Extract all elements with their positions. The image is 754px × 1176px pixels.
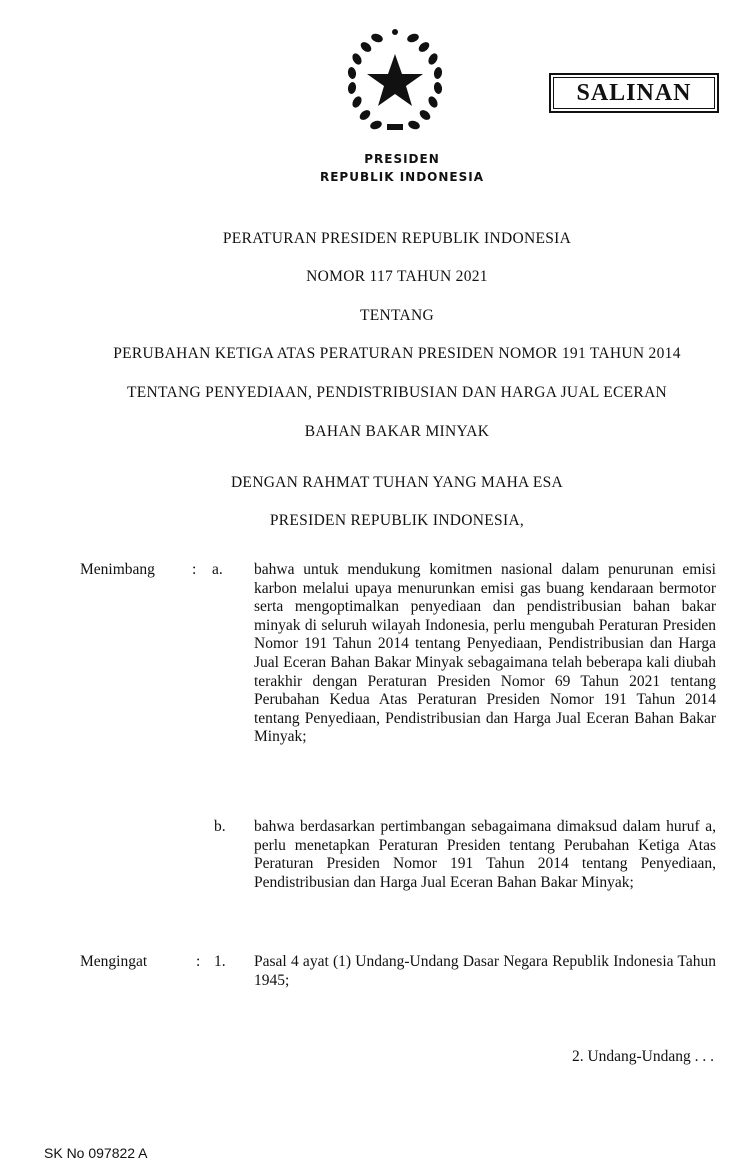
subject-line-3: BAHAN BAKAR MINYAK: [304, 423, 490, 440]
salinan-stamp: SALINAN: [549, 73, 719, 113]
menimbang-marker-b: b.: [214, 818, 226, 835]
menimbang-colon: :: [192, 561, 197, 578]
mengingat-marker-1: 1.: [214, 953, 226, 970]
serial-number: SK No 097822 A: [44, 1145, 148, 1161]
invocation: DENGAN RAHMAT TUHAN YANG MAHA ESA: [230, 474, 564, 491]
page-continuation: 2. Undang-Undang . . .: [571, 1048, 714, 1065]
garuda-emblem-icon: [343, 24, 447, 136]
menimbang-marker-a: a.: [212, 561, 223, 578]
menimbang-item-a: bahwa untuk mendukung komitmen nasional dalam penurunan emisi karbon melalui upaya menurunkan emisi gas buang kendaraan bermotor serta mengoptimalkan penyediaan dan pendistribusian bahan bakar minyak di seluruh wilayah Indonesia, perlu mengubah Peraturan Presiden Nomor 191 Tahun 2014 tentang Penyediaan, Pendistribusian dan Harga Jual Eceran Bahan Bakar Minyak sebagaimana telah beberapa kali diubah terakhir dengan Peraturan Presiden Nomor 69 Tahun 2021 tentang Perubahan Kedua Atas Peraturan Presiden Nomor 191 Tahun 2014 tentang Penyediaan, Pendistribusian dan Harga Jual Eceran Bahan Bakar Minyak;: [254, 561, 716, 746]
issuer-line-presiden: PRESIDEN: [364, 152, 440, 166]
tentang-heading: TENTANG: [359, 307, 435, 324]
menimbang-item-b: bahwa berdasarkan pertimbangan sebagaimana dimaksud dalam huruf a, perlu menetapkan Peraturan Presiden tentang Perubahan Ketiga Atas Peraturan Presiden Nomor 191 Tahun 2014 tentang Penyediaan, Pendistribusian dan Harga Jual Eceran Bahan Bakar Minyak;: [254, 818, 716, 891]
subject-line-1: PERUBAHAN KETIGA ATAS PERATURAN PRESIDEN NOMOR 191 TAHUN 2014: [113, 345, 681, 362]
document-number: NOMOR 117 TAHUN 2021: [306, 268, 488, 285]
mengingat-colon: :: [196, 953, 201, 970]
document-title: PERATURAN PRESIDEN REPUBLIK INDONESIA: [222, 230, 572, 247]
mengingat-item-1: Pasal 4 ayat (1) Undang-Undang Dasar Negara Republik Indonesia Tahun 1945;: [254, 953, 716, 989]
issuer-line-republik: REPUBLIK INDONESIA: [319, 170, 484, 184]
enacting-authority: PRESIDEN REPUBLIK INDONESIA,: [269, 512, 525, 529]
subject-line-2: TENTANG PENYEDIAAN, PENDISTRIBUSIAN DAN HARGA JUAL ECERAN: [126, 384, 668, 401]
mengingat-label: Mengingat: [80, 953, 148, 970]
menimbang-label: Menimbang: [80, 561, 155, 578]
